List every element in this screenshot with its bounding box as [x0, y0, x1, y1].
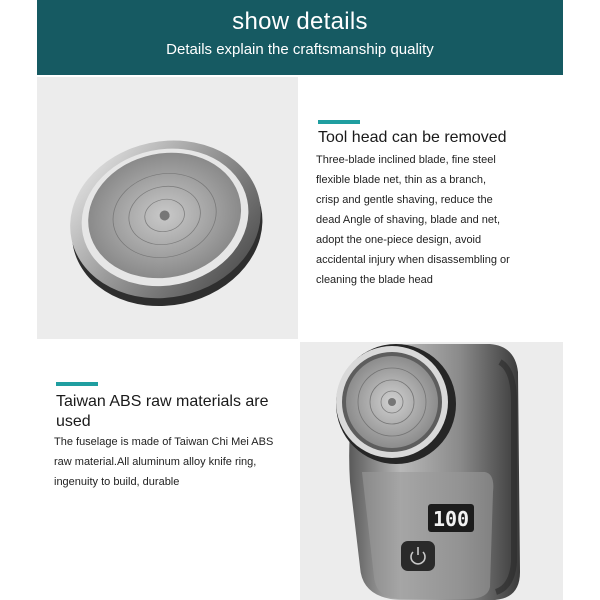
section-one-body: [316, 150, 556, 290]
section-two-heading-line: used: [56, 413, 91, 430]
header-banner: [37, 0, 563, 75]
banner-subtitle: Details explain the craftsmanship quality: [166, 41, 434, 58]
section-two-accent: [56, 382, 98, 386]
section-two-line: ingenuity to build, durable: [54, 476, 180, 488]
banner-title: show details: [232, 8, 368, 35]
section-two-body: [54, 432, 294, 492]
section-two-line: The fuselage is made of Taiwan Chi Mei ABS: [54, 436, 274, 448]
section-one-line: crisp and gentle shaving, reduce the: [316, 194, 493, 206]
section-two-heading-line: Taiwan ABS raw materials are: [56, 393, 269, 410]
section-one-line: cleaning the blade head: [316, 274, 433, 286]
section-one-line: Three-blade inclined blade, fine steel: [316, 154, 496, 166]
shaver-head-illustration: [37, 77, 298, 339]
shaver-body-illustration: [300, 342, 563, 600]
led-display-value: 100: [432, 507, 470, 531]
section-one-line: dead Angle of shaving, blade and net,: [316, 214, 501, 226]
section-one-line: adopt the one-piece design, avoid: [316, 234, 482, 246]
section-two-heading: [56, 392, 286, 432]
section-one-accent: [318, 120, 360, 124]
power-button[interactable]: [401, 541, 435, 571]
section-two-line: raw material.All aluminum alloy knife ring,: [54, 456, 257, 468]
section-one-line: accidental injury when disassembling or: [316, 254, 510, 266]
section-one-line: flexible blade net, thin as a branch,: [316, 174, 487, 186]
section-one-heading: Tool head can be removed: [318, 129, 507, 146]
